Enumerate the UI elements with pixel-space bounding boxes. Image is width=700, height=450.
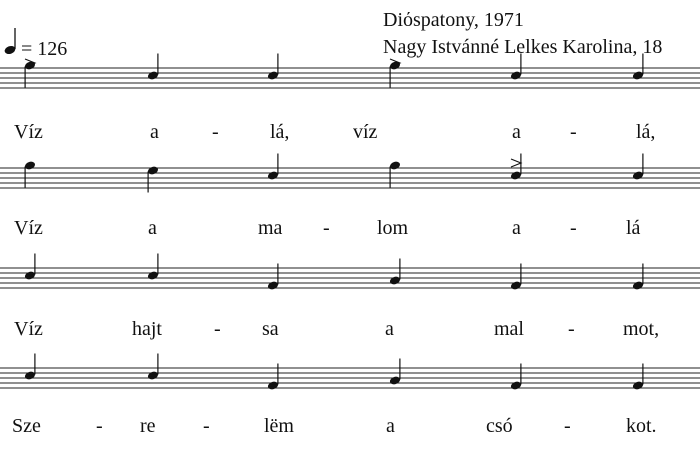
notehead — [389, 275, 401, 285]
notehead — [389, 160, 401, 170]
note — [147, 54, 159, 81]
notehead — [267, 380, 279, 390]
lyric-hyphen: - — [564, 415, 571, 437]
lyric-hyphen: - — [570, 121, 577, 143]
lyric-syllable: lom — [377, 217, 409, 239]
notehead — [267, 70, 279, 80]
note — [267, 154, 279, 181]
note — [147, 354, 159, 381]
lyric-hyphen: - — [570, 217, 577, 239]
notehead — [147, 70, 159, 80]
notehead — [632, 170, 644, 180]
place-year-text: Diόspatony, 1971 — [383, 9, 524, 31]
lyric-syllable: csó — [486, 415, 513, 437]
lyric-syllable: a — [385, 318, 394, 340]
lyric-hyphen: - — [323, 217, 330, 239]
lyric-syllable: víz — [353, 121, 378, 143]
notehead — [267, 170, 279, 180]
lyric-syllable: a — [386, 415, 395, 437]
quarter-note-icon — [4, 28, 17, 55]
note — [267, 54, 279, 81]
lyric-syllable: lá — [626, 217, 641, 239]
lyric-syllable: mot, — [623, 318, 660, 340]
staff-system-4 — [0, 354, 700, 438]
note — [632, 154, 644, 181]
notehead — [24, 160, 36, 170]
notehead — [510, 70, 522, 80]
notehead — [147, 270, 159, 280]
note — [24, 254, 36, 281]
note — [389, 259, 401, 286]
lyric-syllable: re — [140, 415, 156, 437]
notehead — [510, 170, 522, 180]
lyric-syllable: lá, — [270, 121, 290, 143]
tempo-marking — [4, 28, 68, 60]
lyric-hyphen: - — [568, 318, 575, 340]
staff-system-1 — [0, 54, 700, 144]
notehead — [267, 280, 279, 290]
notehead — [632, 70, 644, 80]
notehead — [389, 375, 401, 385]
staff-system-2 — [0, 154, 700, 240]
lyric-syllable: sa — [262, 318, 279, 340]
lyric-hyphen: - — [96, 415, 103, 437]
notehead — [632, 280, 644, 290]
note — [24, 354, 36, 381]
note — [510, 154, 522, 181]
tempo-value: = 126 — [21, 38, 68, 60]
notehead — [24, 370, 36, 380]
staff-system-3 — [0, 254, 700, 341]
note — [389, 359, 401, 386]
lyric-hyphen: - — [212, 121, 219, 143]
lyric-syllable: a — [150, 121, 159, 143]
lyric-hyphen: - — [203, 415, 210, 437]
lyric-syllable: kot. — [626, 415, 657, 437]
lyric-syllable: a — [512, 217, 521, 239]
notehead — [510, 280, 522, 290]
lyric-syllable: hajt — [132, 318, 162, 340]
notehead — [24, 270, 36, 280]
performer-text: Nagy Istvánné Lelkes Karolina, 18 — [383, 36, 663, 58]
lyric-syllable: ma — [258, 217, 283, 239]
notehead — [510, 380, 522, 390]
lyric-syllable: Víz — [14, 217, 43, 239]
lyric-syllable: Víz — [14, 318, 43, 340]
note — [147, 254, 159, 281]
lyric-syllable: a — [148, 217, 157, 239]
lyric-hyphen: - — [214, 318, 221, 340]
lyric-syllable: lá, — [636, 121, 656, 143]
lyric-syllable: Sze — [12, 415, 41, 437]
accent-mark — [511, 159, 521, 167]
notehead — [147, 370, 159, 380]
notehead — [632, 380, 644, 390]
lyric-syllable: Víz — [14, 121, 43, 143]
lyric-syllable: a — [512, 121, 521, 143]
lyric-syllable: lëm — [264, 415, 294, 437]
notehead — [147, 165, 159, 175]
lyric-syllable: mal — [494, 318, 524, 340]
